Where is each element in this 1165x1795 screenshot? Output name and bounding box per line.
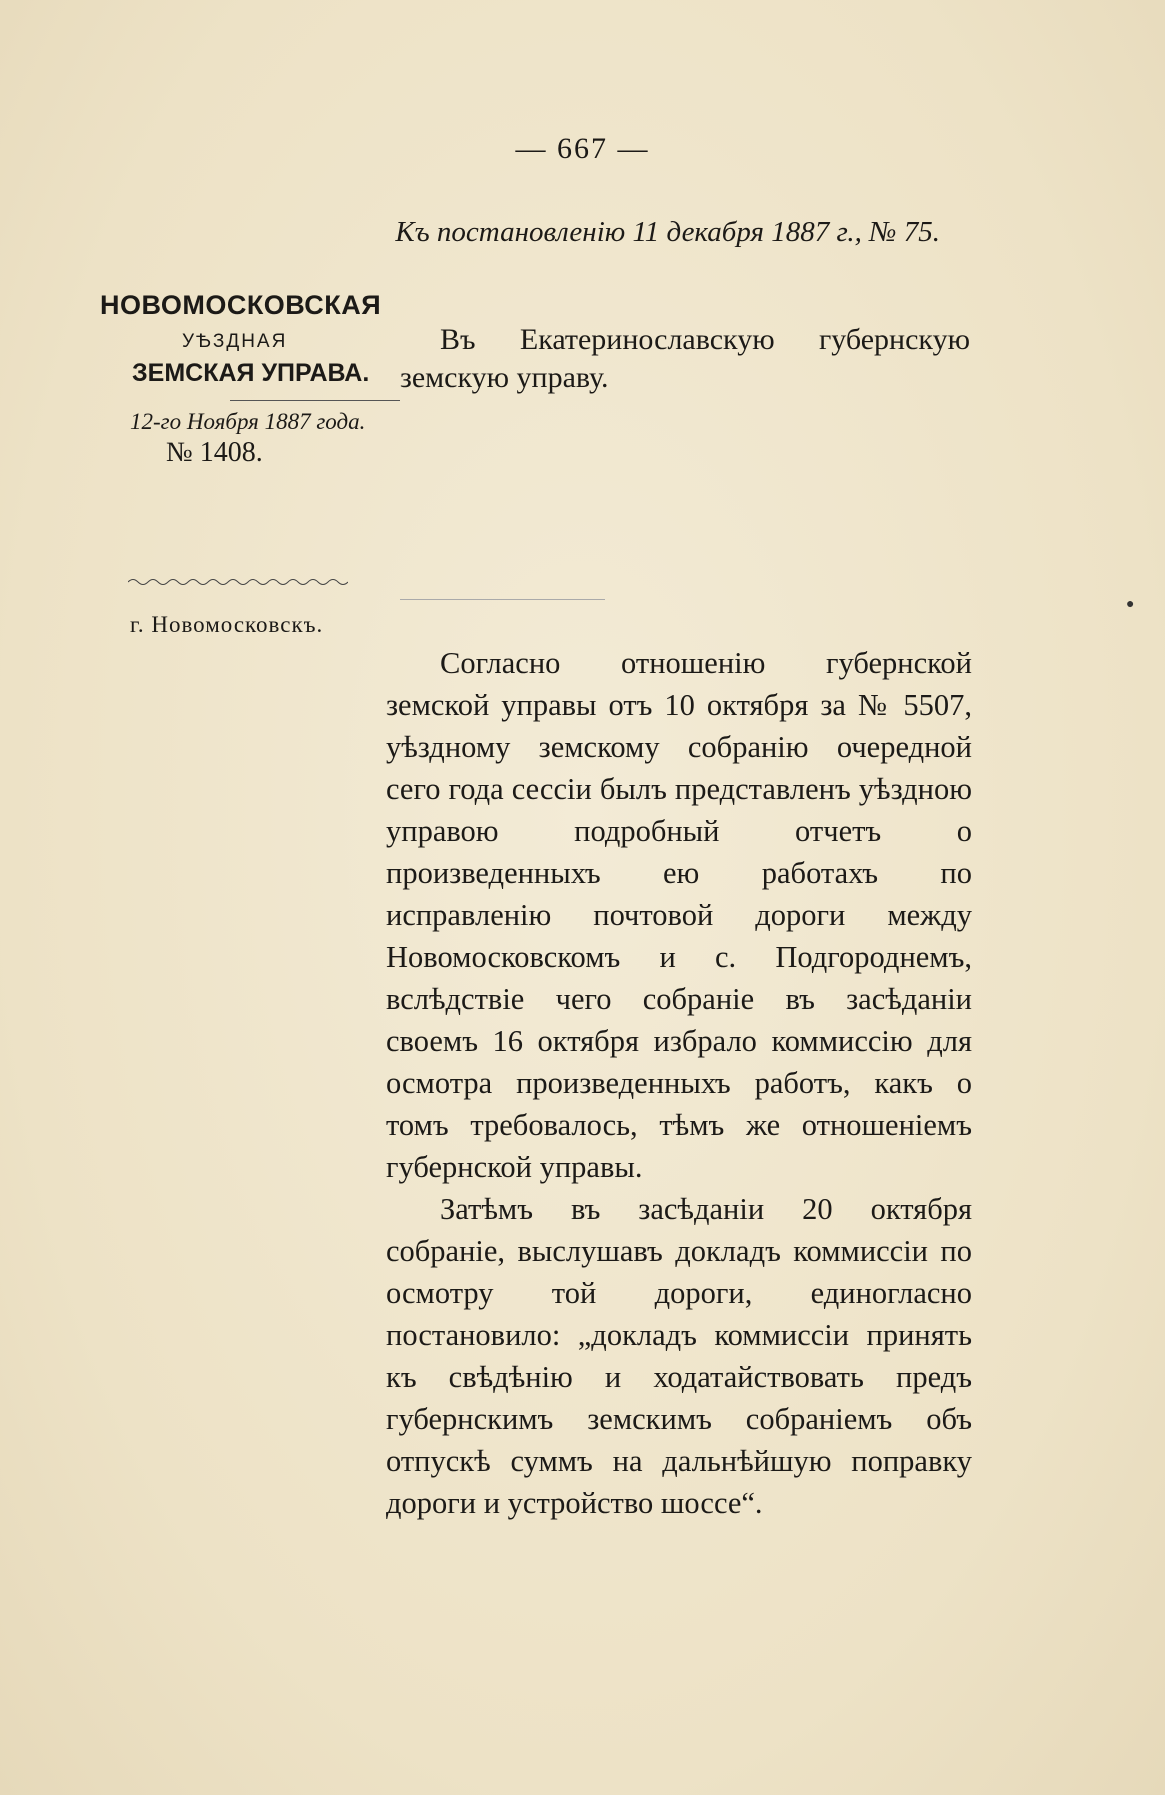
sender-name-line1: НОВОМОСКОВСКАЯ bbox=[100, 290, 382, 320]
addressee-block bbox=[400, 318, 970, 400]
page-number: — 667 — bbox=[515, 132, 650, 165]
addressee-line1: Въ Екатеринославскую губернскую bbox=[440, 323, 970, 356]
sender-name-line2: УѢЗДНАЯ bbox=[182, 331, 288, 352]
sender-date: 12-го Ноября 1887 года. bbox=[130, 409, 366, 434]
wavy-ornament bbox=[128, 577, 348, 587]
body-paragraph: Согласно отношенію губернской земской управы отъ 10 октября за № 5507, уѣздному земскому собранію очередной сего года сессіи былъ представленъ уѣздною управою подробный отчетъ о произведенныхъ ею работахъ по исправленію почтовой дороги между Новомосковскомъ и с. Подгороднемъ, вслѣдствіе чего собраніе въ засѣданіи своемъ 16 октября избрало коммиссію для осмотра произведенныхъ работъ, какъ о томъ требовалось, тѣмъ же отношеніемъ губернской управы. bbox=[386, 646, 972, 1184]
bleed-through bbox=[80, 226, 87, 256]
sender-divider bbox=[230, 400, 400, 401]
divider-line bbox=[400, 599, 605, 600]
addressee-line2: земскую управу. bbox=[400, 361, 609, 394]
letter-body bbox=[386, 642, 972, 1524]
resolution-reference: Къ постановленію 11 декабря 1887 г., № 75. bbox=[395, 216, 940, 248]
margin-mark: ● bbox=[1126, 597, 1135, 612]
outgoing-number: № 1408. bbox=[166, 437, 263, 468]
sender-name-line3: ЗЕМСКАЯ УПРАВА. bbox=[132, 359, 370, 387]
place-of-issue: г. Новомосковскъ. bbox=[130, 612, 324, 637]
body-paragraph: Затѣмъ въ засѣданіи 20 октября собраніе, выслушавъ докладъ коммиссіи по осмотру той дороги, единогласно постановило: „докладъ коммиссіи принять къ свѣдѣнію и ходатайствовать предъ губернскимъ земскимъ собраніемъ объ отпускѣ суммъ на дальнѣйшую поправку дороги и устройство шоссе“. bbox=[386, 1192, 972, 1520]
